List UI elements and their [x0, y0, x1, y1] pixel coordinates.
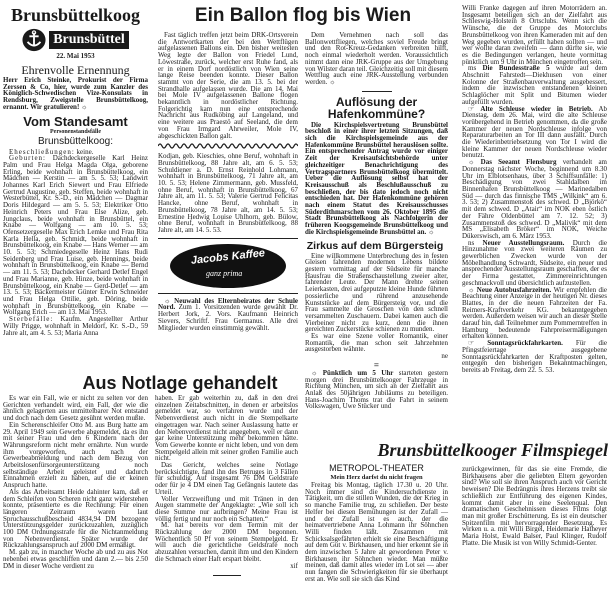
- aufloesung-body: [305, 122, 448, 236]
- zirkus-headline: Zirkus auf dem Bürgersteig: [306, 239, 444, 252]
- puenktlich-article: [305, 370, 448, 410]
- zirkus-p2: Es war eine Szene voller Romantik, einer Romantik, die man schon seit Jahrzehnten ausgestorben wähnte.: [305, 332, 448, 354]
- ballon-headline: Ein Ballon flog bis Wien: [194, 5, 412, 26]
- note-item: ms Die Bundesstraße 5 wurde auf dem Abschnitt Fahrstedt—Diekhusen von einer Kolonne der Straßenbauverwaltung ausgebessert, indem die inzwischen entstandenen kleinen Schlaglöcher mit Split und Bitumen wieder aufgefüllt wurden.: [462, 64, 608, 106]
- standesamt-body: [3, 149, 148, 337]
- note-item: ☼ Das Seeamt Flensburg verhandelt am Donnerstag nächster Woche, beginnend um 8.30 Uhr im Elblotsenhaus, über 3 Schiffsunfälle: 1) Beschädigung von zwei Stahldalben im Binnenhafen Brunsbüttelkoog — Marinedalben Süd — durch das finnische TMS „Wilkink“ am 6. 3. 53; 2) Zusammenstoß des schwed. D „Björkö“ mit dem schwed. D „Atair“ im NOK eben östlich der Fähre Oldenbüttel am 7. 12. 52; 3) Zusammenstoß des schwed. D „Malivik“ mit dem MS „Elisabeth Bröker“ im NOK, Weiche Dükerswisch, am 6. März 1953.: [462, 158, 607, 240]
- film-body: Freitag bis Montag, täglich 17.30 u. 20 Uhr. Noch immer sind die Kindersuchdienste in Tätigkeit, um die stillen Wunden, die der Krieg in so manche Familie trug, zu schließen. Der beste Helfer bei diesen Bemühungen ist der Zufall — und der Zufall ist es auch, der die heimatvertriebene Anna Lohmann ihr Söhnchen Willi finden läßt. Zusammen mit Schicksalsgefährten erhielt sie eine Beschäftigung auf dem Gut v. Birkhausen, und hier erkennt sie in dem inzwischen 5 Jahre alt gewordenen Peter v. Birkhausen ihr Söhnchen wieder. Man müßte meinen, daß damit alles wieder im Lot sei — aber nun fangen die Schwierigkeiten für sie überhaupt erst an. Wie soll sie sich das Kind: [305, 481, 448, 583]
- notlage-headline: Aus Notlage gehandelt: [82, 373, 278, 393]
- masthead-subtitle: Brunsbüttel: [49, 31, 129, 49]
- zirkus-p1: Eine willkommene Unterbrechung des in festen Gleisen fahrenden modernen Lebens bildete gestern vormittag auf der Südseite für manche Hausfrau die Straßenschaustellung zweier alter, fahrender Leute. Der Mann drehte seinen Leierkasten, drei aufgeputzte kleine Hunde führten possierliche und rührend anzusehende Kunststücke auf dem Bürgersteig vor, und die Frau sammelte die Groschen von den schnell versammelten Zuschauern. Dabei kamen auch die Vierbeiner nicht zu kurz, denn die ihnen gereichten Zuckerstücke schienen zu munden.: [305, 251, 448, 334]
- marriages-value: keine.: [76, 147, 94, 156]
- aufloesung-text: Die Kirchspielsvertretung Brunsbüttel beschloß in einer ihrer letzten Sitzungen, daß sich die Kirchspielsgemeinde aus der Hafenkommüne Brunsbüttel herauslösen sollte. Ein entsprechender Antrag wurde vor einiger Zeit der Kreisaufsichtsbehörde unter gleichzeitiger Benachrichtigung des Vertragspartners Brunsbüttelkoog übermittelt. Ueber die Auflösung selbst hat der Kreisausschuß als Beschlußausschuß zu beschließen, der bis dato jedoch noch nicht entschieden hat. Der Hafenkommüne gehören nach einem Statut des Kreisausschusses Süderdithmarschen vom 26. Oktober 1895 die Stadt Brunsbüttelkoog als Nachfolgerin der früheren Koogsgemeinde Brunsbüttelkoog und die Kirchspielsgemeinde Brunsbüttel an. ☼: [305, 120, 448, 236]
- deaths-label: Sterbefälle:: [9, 315, 54, 324]
- ballon-text: Fast täglich treffen jetzt beim DRK-Ortsverein die Antwortkarten der bei den Wettflügen aufgelassenen Ballons ein. Den bisher weitesten Weg legte der Ballon von Friedel Lund, Löwestraße, zurück, welcher erst Ruhe fand, als er in einem Dorf nordöstlich von Wien seine lange Reise beenden konnte. Dieser Ballon stammt von der Serie, die am 13. 5. bei der Strandhalle aufgelassen wurde. Die am 14. Mai bei Mole IV aufgelassenen Ballone flogen bekanntlich in nordöstlicher Richtung. Folgerichtig kam nun eine entsprechende Nachricht aus Rudköbing auf Langeland, und eine weitere aus Praestö auf Seeland, die dem von Frau Irmgard Ahrweiler, Mole IV, abgeschickten Ballon galt.: [158, 31, 298, 140]
- wavy-divider: [158, 142, 298, 150]
- puenktlich-body: starteten gestern morgen drei Brunsbüttelkooger Fahrzeuge in Richtung München, um sich an der Zielfahrt aus Anlaß des 50jährigen Jubiläums zu beteiligen. Hans-Joachim Thoms trat die Fahrt in seinem Volkswagen, Uwe Stücker und: [305, 368, 449, 411]
- neuwahl-body: Zum 1. Vorsitzenden wurde gewählt Dr. Herbert Jork, 2. Vors. Kaufmann Heinrich Sievers, Schriftf. Frau Germanus. Alle drei Mitglieder wurden einstimmig gewählt.: [158, 303, 299, 332]
- ballon-body-2: [305, 32, 448, 86]
- births-label: Geburten:: [9, 154, 46, 163]
- middle-column: [305, 32, 448, 410]
- notlage-column-2: haben. Er gab weiterhin zu, daß in den drei einzelnen Zeitabschnitten, in denen er arbeitslos gemeldet war, so verfahren wurde und der Nebenverdienst auch nicht in die Stempelkarte eingetragen war. Nach seiner Auslassung hatte er den Nebenverdienst nicht angegeben, weil er dann gar keine Unterstützung mehr bekommen hätte. Vom Gewerbe konnte er nicht leben, und von dem Stempelgeld allein mit seiner großen Familie auch nicht. Das Gericht, welches seine Notlage berücksichtigte, fand ihn des Betruges in 3 Fällen für schuldig. Auf insgesamt 76 DM Geldstrafe oder für je 4 DM einen Tag Gefängnis lautete das Urteil. Voller Verzweiflung und mit Tränen in den Augen stammelte der Angeklagte: „Wie soll ich diese Summe nur aufbringen? Meine Frau ist völlig fertig und nur noch ein Schatten.“ M. hat bereits vor dem Termin mit der Rückzahlung der 2000 DM begonnen. Wöchentlich 50 Pf von seinem Stempelgeld. Er will auch die gerichtliche Geldstrafe noch abzuzahlen versuchen, damit ihm und den Kindern die Schmach einer Haft erspart bleibt. xif: [155, 394, 298, 570]
- film-title: Mein Herz darfst du nicht fragen: [330, 474, 423, 481]
- jacobs-kaffee-ad: [158, 241, 298, 291]
- neuwahl-article: [158, 298, 298, 332]
- ad-slogan: ganz prima: [206, 268, 243, 278]
- ernennung-body: Herr Erich Steinke, Prokurist der Firma Zerssen & Co, hier, wurde zum Kanzler des Königlich-Schwedischen Vize-Konsulats in Rendsburg, Zweigstelle Brunsbüttelkoog, ernannt. Wir gratulieren! ☼: [3, 76, 148, 111]
- notlage-column-1: Es war ein Fall, wie er nicht zu selten vor den Gerichten verhandelt wird, ein Fall, der wie die ähnlich gelagerten aus unmittelbarer Not entstand und doch nach dem Gesetz gesühnt werden mußte. Ein Scherenschleifer Otto M. aus Burg hatte am 29. April 1949 sein Gewerbe abgemeldet, da es ihn mit seiner Frau und den 6 Kindern nach der Währungsreform nicht mehr ernährte. Nun wurde ihm vorgeworfen, auch nach der Gewerbeabmeldung und nach dem Bezug von Arbeitslosenfürsorgeunterstützung noch selbständige Arbeit geleistet und dadurch Einnahmen erzielt zu haben, auf die er keinen Anspruch hatte. Als das Arbeitsamt Heide dahinter kam, daß er dem Schleifen von Scheren nicht ganz widerstehen konnte, präsentierte es die Rechnung: Für einen längeren Zeitraum waren laut Spruchausschußbescheid 4834,94 DM bezogene Unterstützungsgelder zurückzuzahlen, zuzüglich 100 DM Ordnungsstrafe für die Nichtanmeldung von Nebenverdienst. Später wurde der Rückzahlungsanspruch auf 2000 DM ermäßigt. M. gab zu, in mancher Woche ab und zu aus Not nebenbei etwas geschliffen und dann 2.— bis 2.50 DM in dieser Woche verdient zu: [3, 394, 148, 570]
- anchor-shield-icon: [22, 28, 46, 52]
- standesamt-headline: Vom Standesamt: [23, 113, 128, 129]
- issue-date: 22. Mai 1953: [56, 52, 95, 60]
- notlage-signature: xif: [290, 561, 298, 570]
- local-notes-column: [462, 5, 607, 374]
- zirkus-signature: ne: [441, 352, 448, 361]
- puenktlich-continued: Willi Franke dagegen auf ihren Motorrädern an. Insgesamt beteiligen sich an der Zielfahrt aus Schleswig-Holstein 8 Ortsclubs. Wenn sich die Wünsche, die der Gruppe des Motorclubs Brunsbüttelkoog von ihren Kameraden mit auf den Weg gegeben wurden, erfüllt haben sollten — und wer wollte daran zweifeln — dann dürfte sie, wie es die Bedingungen verlangen, heute vormittag pünktlich um 9 Uhr in München eingetroffen sein.: [462, 4, 607, 66]
- left-column: [3, 5, 148, 336]
- separator: =: [373, 359, 380, 370]
- divider: [158, 238, 298, 239]
- births-text: Dachdeckergeselle Karl Heinz Palm und Frau Helga Magda Olga, geborene Erling, beide wohnhaft in Brunsbüttelkoog, ein Mädchen — Kerstin — am 5. 5. 53; Landwirt Johannes Karl Erich Siewert und Frau Elfriede Gertrud Augustine, geb. Steffen, beide wohnhaft in Westerbüttel, Kr. S.-D., ein Mädchen — Dagmar Doris Hildegard — am 5. 5. 53; Elektriker Otto Heinrich Peters und Frau Else Alize, geb. Jungclaus, beide wohnhaft in Brunsbüttel, ein Knabe — Wolfgang — am 10. 5. 53; Ofensetzergeselle Max Erich Lemke und Frau Rita Karla Hella, geb. Schmidt, beide wohnhaft in Brunsbüttelkoog, ein Knabe — Hans Werner — am 10. 5. 53; Schmiedegeselle Heinz Hans Rudi Seidenberg und Frau Luise, geb. Hennings, beide wohnhaft in Brunsbüttelkoog, ein Knabe — Bernd — am 11. 5. 53; Dachdecker Gerhard Detlef Engel und Frau Marianne, geb. Hinze, beide wohnhaft in Brunsbüttelkoog, ein Knabe — Gerd-Detlef — am 13. 5. 53; Bäckermeister Günter Erwin Schneider und Frau Helga Ottilie, geb. Döring, beide wohnhaft in Brunsbüttelkoog, ein Knabe — Wolfgang Erich — am 13. Mai 1953.: [3, 154, 148, 317]
- puenktlich-lead: ☼ Pünktlich um 5 Uhr: [311, 368, 394, 377]
- note-item: ☞ Sonntagsrückfahrkarten. Für die Pfingstfeiertage ausgegebene Sonntagsrückfahrkarten der Kraftposten gelten, entgegen den bisherigen Bekanntmachungen, bereits ab Freitag, dem 22. 5. 53.: [462, 339, 608, 374]
- divider: [213, 575, 241, 576]
- ad-brand: Jacobs Kaffee: [190, 246, 266, 267]
- divider: [362, 91, 392, 92]
- film-body-2: zurückgewinnen, für das sie eine Fremde, die Birkhausens aber die geliebten Eltern geworden sind? Wie soll sie ihren Anspruch auch vor Gericht beweisen? Die Bedrängnis ihres Herzens treibt sie schließlich zur Entführung des eigenen Kindes, kommt damit aber in eine Seelenqual. Den dramatischen Geschehnissen dieses Films folgt man mit großer Erschütterung. Es ist ein deutscher Spitzenfilm mit hervorragender Besetzung. Es wirken u. a. mit Willi Birgel, Heidemarie Hatheyer Maria Holst, Ewald Balser, Paul Klinger, Rudolf Platte. Die Musik ist von Willy Schmidt-Genter.: [462, 465, 607, 547]
- ballon-text-2: Dem Vernehmen nach soll das Ballonwettfliegen, welches soviel Freude bringt und den Rot-Kreuz-Gedanken verbreiten hilft, noch einmal wiederholt werden. Voraussichtlich nimmt dann eine JRK-Gruppe aus der Umgebung von Wilster daran teil. Gleichzeitig soll mit diesem Wettflug auch eine JRK-Ausstellung verbunden werden. ☼: [305, 31, 448, 86]
- masthead-emblem: [3, 28, 148, 52]
- aufloesung-headline: Auflösung der Hafenkommüne?: [327, 94, 426, 121]
- note-item: ☞ Alte Schleuse wieder in Betrieb. Ab Dienstag, dem 26. Mai, wird die alte Schleuse vorübergehend in Betrieb genommen, da die große Kammer der neuen Nordschleuse infolge von Reparaturarbeiten an Tor III dann ausfällt. Durch die Wiederinbetriebsetzung von Tor I wird die kleine Kammer der neuen Nordschleuse wieder benutzt.: [462, 104, 607, 160]
- ballon-body: [158, 32, 298, 139]
- ballon-column: [158, 32, 298, 331]
- masthead-title: Brunsbüttelkoog: [10, 5, 141, 25]
- theater-name: METROPOL-THEATER: [329, 463, 424, 473]
- notlage-column-2-wrap: [155, 395, 298, 576]
- ernennung-headline: Ehrenvolle Ernennung: [21, 63, 130, 77]
- neuwahl-lead: ☼ Neuwahl des Elternbeirates der Schule Nord.: [158, 296, 298, 312]
- film-column-1: [305, 463, 448, 583]
- standesamt-place: Brunsbüttelkoog:: [37, 135, 114, 147]
- divider: [158, 293, 298, 294]
- filmspiegel-headline: Brunsbüttelkooger Filmspiegel: [377, 440, 608, 460]
- standesamt-subhead: Personenstandsfälle: [50, 128, 101, 135]
- note-item: ☼ Neue Autobusfahrzeiten. Wir empfehlen die Beachtung einer Anzeige in der heutigen Nr. dieses Blattes, in der die neuen Fahrzeiten der Fa. Reimers-Kraftverkehr KG. bekanntgegeben werden. Außerdem weisen wir auch an dieser Stelle darauf hin, daß Teilnehmer zum Pommerntreffen in Hamburg bedeutende Fahrpreisermäßigungen erhalten können.: [462, 285, 608, 341]
- marriages-label: Eheschließungen:: [9, 147, 75, 156]
- zirkus-body: [305, 253, 448, 360]
- note-item: ns Neuer Ausstellungsraum. Durch die Hinzunahme von zwei weiteren Räumen zu gewerblichen Zwecken wurde von der Möbelhandlung Schwardt, Südseite, ein neuer und ansprechender Ausstellungsraum geschaffen, der es der Firma gestattet, Zimmereinrichtungen geschmackvoll und übersichtlich aufzustellen.: [462, 238, 608, 287]
- deaths-continued: Kodjan, geb. Kieschies, ohne Beruf, wohnhaft in Brunsbüttelkoog, 88 Jahre alt, am 6. 5. 53; Schuldiener a. D. Ernst Reinhold Lohmann, wohnhaft in Brunsbüttelkoog, 71 Jahre alt, am 10. 5. 53; Helene Zimmermann, geb. Mussfeld, ohne Beruf, wohnhaft in Brunsbüttelkoog, 67 Jahre alt, am 11. 5. 53; Valerie Gertrud Felicitas Hancke, ohne Beruf, wohnhaft in Brunsbüttelkoog, 78 Jahre alt, am 14. 5. 53; Ernestine Hedwig Louise Uhlhorn, geb. Bülow, ohne Beruf, wohnhaft in Brunsbüttelkoog, 88 Jahre alt, am 14. 5. 53.: [158, 152, 298, 234]
- deaths-text: Kaufm. Angestellter Arthur Willy Prigge, wohnhaft in Meldorf, Kr. S.-D., 59 Jahre alt, am 4. 5. 53; Maria Anna: [3, 315, 149, 337]
